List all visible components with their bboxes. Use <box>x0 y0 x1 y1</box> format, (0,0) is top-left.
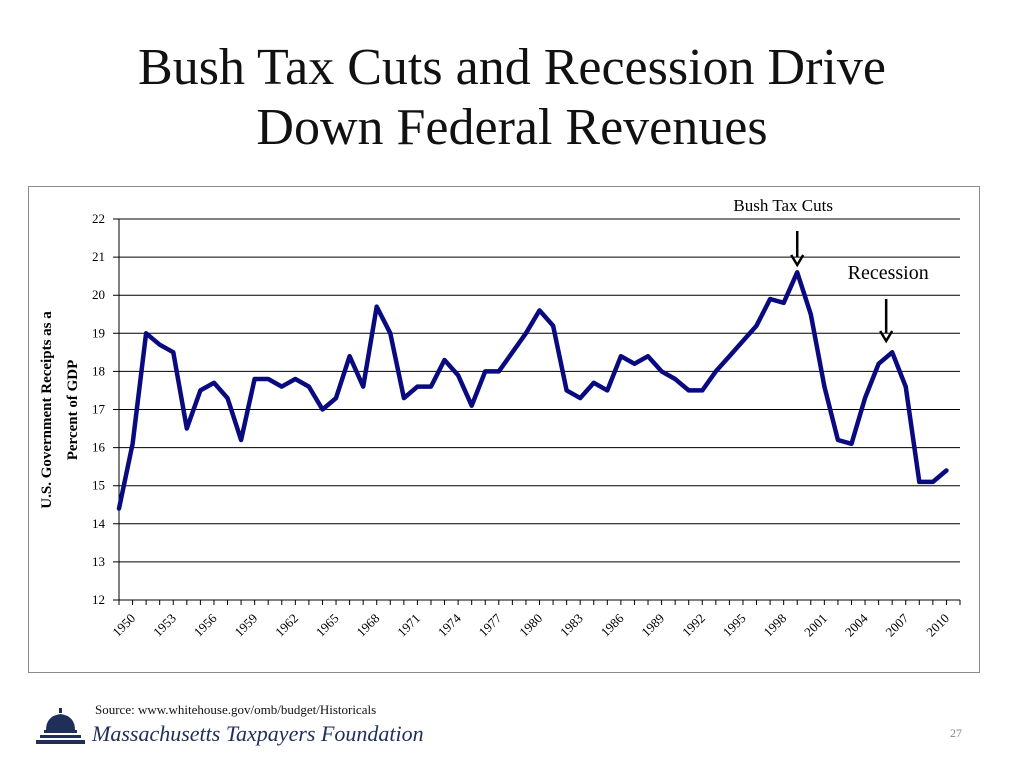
x-tick-label-2010: 2010 <box>923 610 953 640</box>
x-axis-ticks <box>109 600 960 640</box>
x-tick-label-1962: 1962 <box>272 610 302 640</box>
x-tick-label-2004: 2004 <box>841 610 871 640</box>
x-tick-label-1986: 1986 <box>597 610 627 640</box>
series-line-receipts <box>119 272 946 508</box>
x-tick-label-1956: 1956 <box>190 610 220 640</box>
x-tick-label-1968: 1968 <box>353 610 383 640</box>
y-axis-ticks <box>92 211 106 607</box>
y-tick-label-17: 17 <box>92 401 105 417</box>
x-tick-label-1971: 1971 <box>394 610 424 640</box>
x-tick-label-2001: 2001 <box>801 610 831 640</box>
page-number: 27 <box>950 726 962 740</box>
y-tick-label-21: 21 <box>92 249 105 265</box>
revenue-line-chart <box>29 187 979 672</box>
capitol-dome-logo-icon <box>36 708 88 748</box>
y-tick-label-19: 19 <box>92 325 105 341</box>
y-tick-label-12: 12 <box>92 592 105 607</box>
y-axis-label-line-2: Percent of GDP <box>65 359 81 461</box>
x-tick-label-1989: 1989 <box>638 610 668 640</box>
x-tick-label-1995: 1995 <box>719 610 749 640</box>
x-tick-label-1965: 1965 <box>312 610 342 640</box>
x-tick-label-1980: 1980 <box>516 610 546 640</box>
y-axis-label-line-1: U.S. Government Receipts as a <box>39 311 55 509</box>
x-tick-label-1977: 1977 <box>475 610 505 640</box>
x-tick-label-2007: 2007 <box>882 610 912 640</box>
title-line-2: Down Federal Revenues <box>256 99 768 156</box>
x-tick-label-1983: 1983 <box>556 610 586 640</box>
y-tick-label-16: 16 <box>92 439 105 455</box>
y-tick-label-20: 20 <box>92 287 105 303</box>
annotation-bush-tax-cuts: Bush Tax Cuts <box>733 196 834 215</box>
y-tick-label-18: 18 <box>92 363 105 379</box>
bush-tax-cuts-arrow-icon <box>791 231 803 265</box>
organization-name: Massachusetts Taxpayers Foundation <box>92 721 424 746</box>
x-tick-label-1959: 1959 <box>231 610 261 640</box>
x-tick-label-1974: 1974 <box>434 610 464 640</box>
recession-arrow-icon <box>880 299 892 341</box>
x-tick-label-1950: 1950 <box>109 610 139 640</box>
x-tick-label-1953: 1953 <box>149 610 179 640</box>
source-note: Source: www.whitehouse.gov/omb/budget/Historicals <box>95 702 377 717</box>
x-tick-label-1998: 1998 <box>760 610 790 640</box>
y-tick-label-22: 22 <box>92 211 105 226</box>
chart-frame <box>28 186 980 673</box>
data-points <box>119 272 947 508</box>
slide-title <box>0 38 1024 158</box>
x-tick-label-1992: 1992 <box>678 610 708 640</box>
y-tick-label-13: 13 <box>92 553 105 569</box>
title-line-1: Bush Tax Cuts and Recession Drive <box>138 39 886 96</box>
annotation-recession: Recession <box>847 262 929 284</box>
y-tick-label-15: 15 <box>92 477 105 493</box>
y-tick-label-14: 14 <box>92 515 105 531</box>
